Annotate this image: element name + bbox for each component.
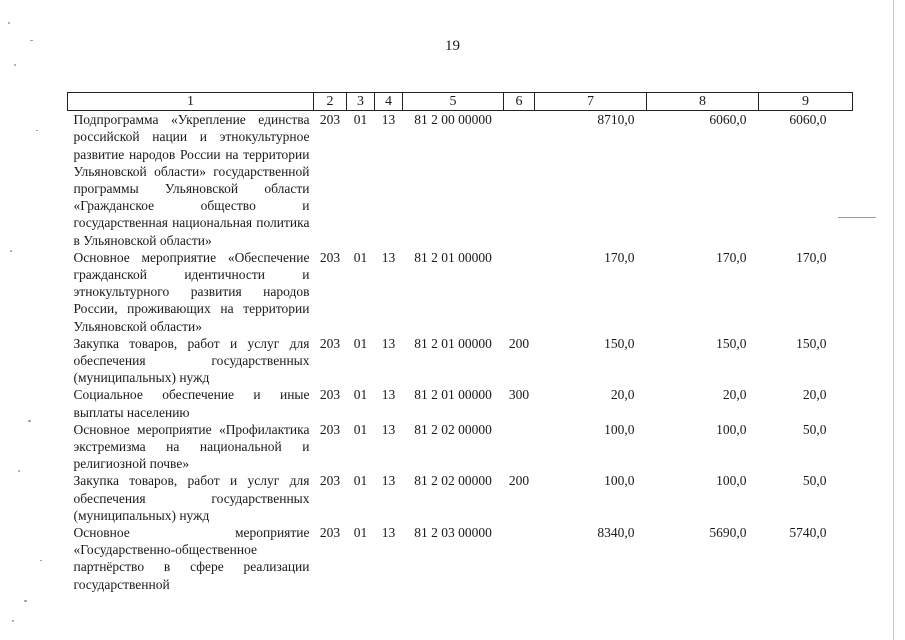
row-code-6 (504, 249, 535, 335)
page-number: 19 (445, 38, 460, 54)
row-code-2: 203 (319, 473, 341, 489)
row-value-9: 20,0 (802, 387, 827, 403)
row-code-5: 81 2 02 00000 (414, 473, 492, 489)
row-value-7: 100,0 (604, 421, 635, 437)
header-col-3: 3 (347, 93, 375, 111)
table-header-row (68, 93, 853, 111)
header-col-4: 4 (375, 93, 403, 111)
row-value-8: 20,0 (722, 387, 747, 403)
row-value-8: 170,0 (716, 249, 747, 265)
table-row (68, 421, 853, 473)
row-value-7: 150,0 (604, 335, 635, 351)
row-code-3: 01 (353, 421, 368, 437)
row-code-3: 01 (353, 387, 368, 403)
header-col-1: 1 (68, 93, 314, 111)
row-value-7: 8340,0 (597, 525, 635, 541)
scan-speck (10, 250, 12, 252)
table-row (68, 111, 853, 249)
row-code-6: 200 (508, 335, 530, 351)
table-row (68, 335, 853, 387)
row-code-3: 01 (353, 335, 368, 351)
row-code-4: 13 (381, 112, 396, 128)
row-code-3: 01 (353, 525, 368, 541)
row-value-8: 100,0 (716, 421, 747, 437)
row-code-5: 81 2 03 00000 (414, 525, 492, 541)
row-code-5: 81 2 02 00000 (414, 421, 492, 437)
scan-speck (40, 560, 42, 561)
header-col-7: 7 (535, 93, 647, 111)
row-value-7: 170,0 (604, 249, 635, 265)
row-value-7: 8710,0 (597, 112, 635, 128)
row-code-4: 13 (381, 525, 396, 541)
row-code-6: 200 (508, 473, 530, 489)
row-value-9: 50,0 (802, 473, 827, 489)
row-name: Основное мероприятие «Обеспечение гражданской идентичности и этнокультурного развития народов России, проживающих на территории Ульяновской области» (73, 249, 310, 334)
row-code-2: 203 (319, 421, 341, 437)
row-name: Закупка товаров, работ и услуг для обеспечения государственных (муниципальных) нужд (73, 473, 310, 523)
scan-speck (30, 40, 33, 41)
row-code-6 (504, 421, 535, 473)
row-value-9: 170,0 (796, 249, 827, 265)
row-name: Основное мероприятие «Профилактика экстремизма на национальной и религиозной почве» (73, 421, 310, 472)
scan-speck (8, 22, 10, 24)
row-code-5: 81 2 01 00000 (414, 335, 492, 351)
row-value-8: 150,0 (716, 335, 747, 351)
header-col-6: 6 (504, 93, 535, 111)
row-value-7: 20,0 (610, 387, 635, 403)
scan-speck (12, 620, 14, 622)
row-code-2: 203 (319, 249, 341, 265)
row-code-6 (504, 111, 535, 249)
row-code-3: 01 (353, 112, 368, 128)
row-name: Закупка товаров, работ и услуг для обеспечения государственных (муниципальных) нужд (73, 335, 310, 386)
header-col-8: 8 (647, 93, 759, 111)
row-code-5: 81 2 01 00000 (414, 249, 492, 265)
row-value-8: 6060,0 (709, 112, 747, 128)
row-code-4: 13 (381, 249, 396, 265)
scan-speck (24, 600, 27, 602)
table-row (68, 249, 853, 335)
row-code-2: 203 (319, 112, 341, 128)
row-code-5: 81 2 01 00000 (414, 387, 492, 403)
row-code-4: 13 (381, 473, 396, 489)
row-code-2: 203 (319, 387, 341, 403)
header-col-9: 9 (759, 93, 853, 111)
row-code-6: 300 (508, 387, 530, 403)
row-name: Подпрограмма «Укрепление единства российской нации и этнокультурное развитие народов России на территории Ульяновской области» государственной программы Ульяновской области «Гражданское общество и государственная национальная политика в Ульяновской области» (73, 112, 310, 248)
row-code-4: 13 (381, 421, 396, 437)
scan-speck (36, 130, 38, 131)
row-code-4: 13 (381, 335, 396, 351)
table-row (68, 524, 853, 593)
budget-table (67, 92, 853, 593)
row-value-8: 5690,0 (709, 525, 747, 541)
row-code-5: 81 2 00 00000 (414, 112, 492, 128)
table-row (68, 472, 853, 524)
row-value-9: 5740,0 (789, 525, 827, 541)
row-code-3: 01 (353, 473, 368, 489)
row-code-6 (504, 524, 535, 593)
row-value-8: 100,0 (716, 473, 747, 489)
header-col-5: 5 (403, 93, 504, 111)
row-value-9: 50,0 (802, 421, 827, 437)
scan-speck (14, 64, 16, 66)
table-row (68, 386, 853, 420)
row-code-3: 01 (353, 249, 368, 265)
row-value-9: 6060,0 (789, 112, 827, 128)
row-name: Социальное обеспечение и иные выплаты населению (73, 387, 310, 420)
page-frame-edge (893, 0, 894, 640)
row-code-2: 203 (319, 335, 341, 351)
scan-speck (18, 470, 20, 472)
scan-speck (28, 420, 31, 422)
row-code-2: 203 (319, 525, 341, 541)
row-code-4: 13 (381, 387, 396, 403)
header-col-2: 2 (314, 93, 347, 111)
row-name: Основное мероприятие «Государственно-общественное партнёрство в сфере реализации государственной (73, 525, 310, 592)
row-value-7: 100,0 (604, 473, 635, 489)
row-value-9: 150,0 (796, 335, 827, 351)
